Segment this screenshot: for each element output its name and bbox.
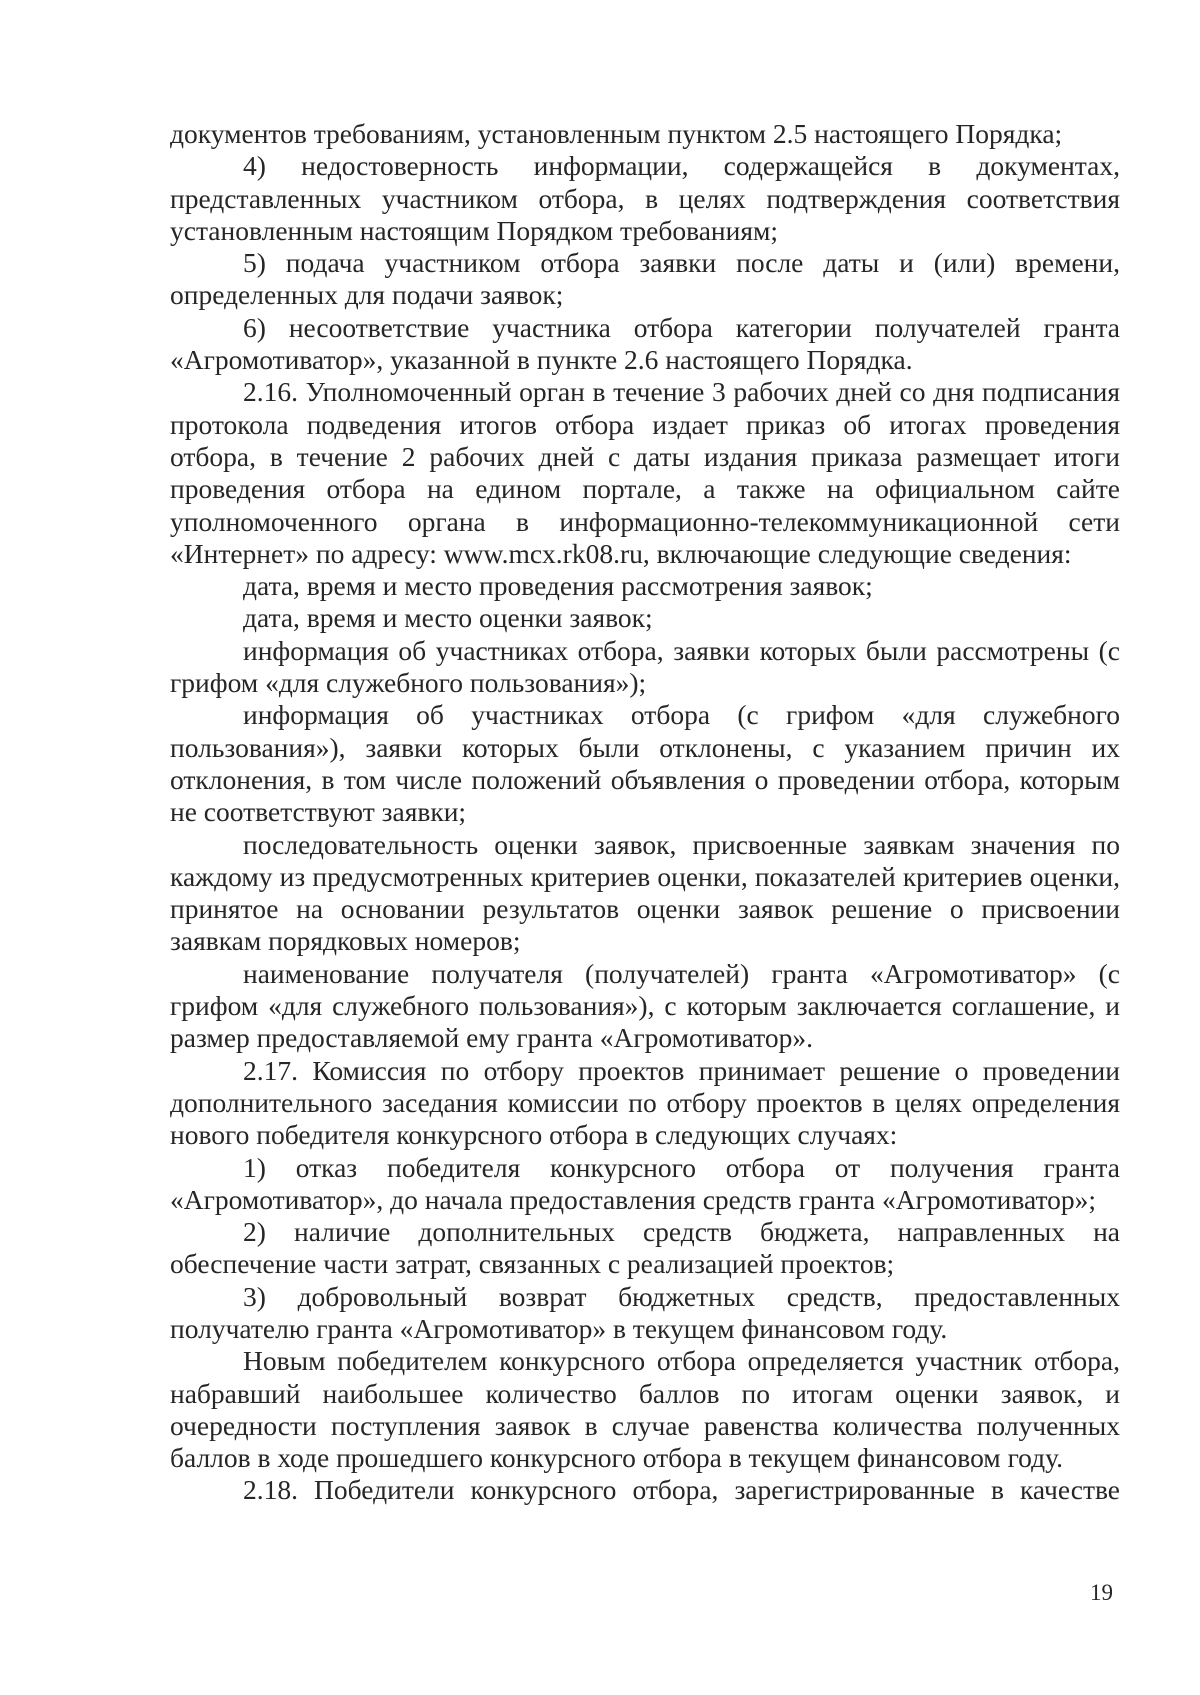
paragraph-clause-2-18: 2.18. Победители конкурсного отбора, зарегистрированные в качестве xyxy=(243,1474,1120,1506)
paragraph-case-1: 1) отказ победителя конкурсного отбора от получения гранта «Агромотиватор», до начала предоставления средств гранта «Агромотиватор»; xyxy=(170,1151,1120,1215)
paragraph-clause-2-16: 2.16. Уполномоченный орган в течение 3 рабочих дней со дня подписания протокола подведения итогов отбора издает приказ об итогах проведения отбора, в течение 2 рабочих дней с даты издания приказа размещает итоги проведения отбора на едином портале, а также на официальном сайте уполномоченного органа в информационно-телекоммуникационной сети «Интернет» по адресу: www.mcx.rk08.ru, включающие следующие сведения: xyxy=(170,376,1120,569)
paragraph-new-winner: Новым победителем конкурсного отбора определяется участник отбора, набравший наибольшее количество баллов по итогам оценки заявок, и очередности поступления заявок в случае равенства количества полученных баллов в ходе прошедшего конкурсного отбора в текущем финансовом году. xyxy=(170,1345,1120,1474)
paragraph-info-review-date: дата, время и место проведения рассмотрения заявок; xyxy=(243,570,873,602)
document-body xyxy=(170,118,1120,1507)
paragraph-case-3: 3) добровольный возврат бюджетных средств, предоставленных получателю гранта «Агромотиватор» в текущем финансовом году. xyxy=(170,1280,1120,1344)
page-number: 19 xyxy=(1090,1580,1113,1605)
paragraph-info-reviewed-participants: информация об участниках отбора, заявки которых были рассмотрены (с грифом «для служебного пользования»); xyxy=(170,634,1120,699)
paragraph-info-evaluation-sequence: последовательность оценки заявок, присвоенные заявкам значения по каждому из предусмотренных критериев оценки, показателей критериев оценки, принятое на основании результатов оценки заявок решение о присвоении заявкам порядковых номеров; xyxy=(170,828,1120,957)
paragraph-info-grant-recipient: наименование получателя (получателей) гранта «Агромотиватор» (с грифом «для служебного пользования»), с которым заключается соглашение, и размер предоставляемой ему гранта «Агромотиватор». xyxy=(170,957,1120,1054)
paragraph-clause-2-17: 2.17. Комиссия по отбору проектов принимает решение о проведении дополнительного заседания комиссии по отбору проектов в целях определения нового победителя конкурсного отбора в следующих случаях: xyxy=(170,1054,1120,1151)
paragraph-item-6: 6) несоответствие участника отбора категории получателей гранта «Агромотиватор», указанной в пункте 2.6 настоящего Порядка. xyxy=(170,311,1120,376)
paragraph-case-2: 2) наличие дополнительных средств бюджета, направленных на обеспечение части затрат, связанных с реализацией проектов; xyxy=(170,1216,1120,1280)
paragraph-item-4: 4) недостоверность информации, содержащейся в документах, представленных участником отбора, в целях подтверждения соответствия установленным настоящим Порядком требованиям; xyxy=(170,150,1120,246)
paragraph-item-5: 5) подача участником отбора заявки после даты и (или) времени, определенных для подачи заявок; xyxy=(170,247,1120,311)
paragraph-info-rejected-participants: информация об участниках отбора (с грифом «для служебного пользования»), заявки которых были отклонены, с указанием причин их отклонения, в том числе положений объявления о проведении отбора, которым не соответствуют заявки; xyxy=(170,699,1120,828)
paragraph-list-continuation: документов требованиям, установленным пунктом 2.5 настоящего Порядка; xyxy=(170,118,1063,149)
paragraph-info-evaluation-date: дата, время и место оценки заявок; xyxy=(243,602,653,634)
